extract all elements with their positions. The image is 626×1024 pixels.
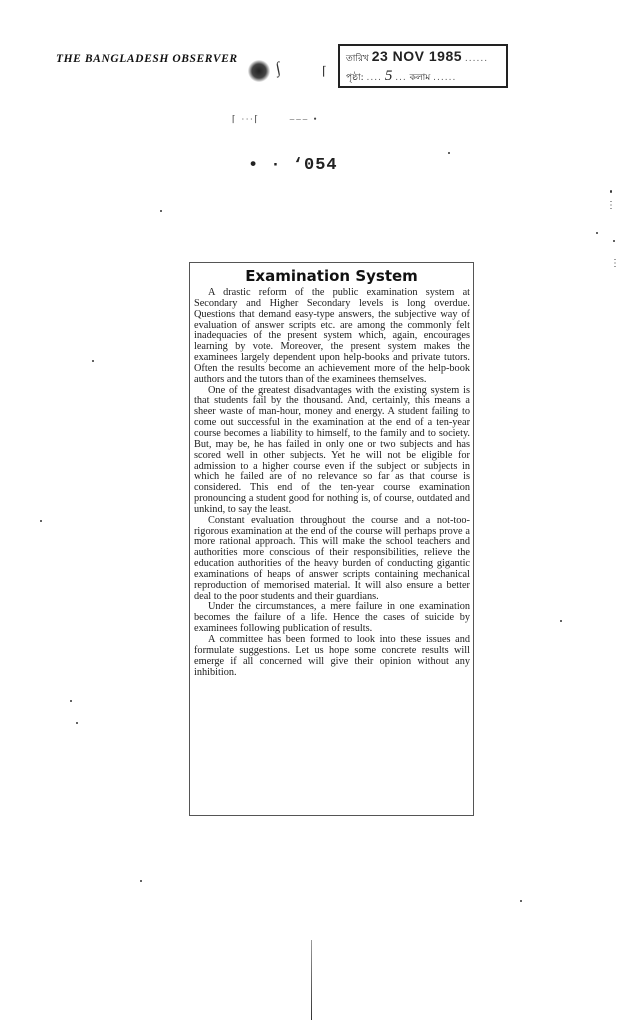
scan-speck (70, 700, 72, 702)
stamp-dotted-line: ...... (464, 54, 489, 64)
article-paragraph: A drastic reform of the public examination system at Secondary and Higher Secondary levels is long overdue. Questions that demand easy-type answers, the subjective way of evaluation of answer scripts etc. are among the commonly felt inadequacies of the present system which, again, encourages learning by vote. Moreover, the present system makes the examinees largely dependent upon help-books and private tutors. Often the results become an achievement more of the help-book authors and the tutors than of the examinees themselves. (194, 287, 470, 385)
scan-speck (610, 190, 612, 193)
ink-smudge-icon (248, 60, 270, 82)
stamp-dotted-line: ... (395, 73, 407, 83)
stamp-date-row (346, 48, 488, 66)
scan-speck (92, 360, 94, 362)
scan-speck (76, 722, 78, 724)
file-number-value: 054 (304, 156, 338, 175)
margin-dot-marks: ⋮ (610, 258, 620, 269)
stamp-page-value: 5 (384, 68, 393, 84)
scan-speck (520, 900, 522, 902)
stamp-date-value: 23 NOV 1985 (371, 48, 463, 64)
scan-speck (596, 232, 598, 234)
article-headline: Examination System (245, 267, 418, 285)
handwritten-mark-icon: ∫ (274, 59, 283, 78)
article-body (194, 288, 470, 678)
bracket-mark-icon: ⌈ (322, 64, 327, 78)
scan-speck (613, 240, 615, 242)
article-paragraph: Under the circumstances, a mere failure in one examination becomes the failure of a life. Hence the cases of suicide by examinees following publication of results. (194, 601, 470, 635)
faint-scribble-marks: ⌈ ∙∙∙⌈ ––– • (232, 114, 319, 124)
scan-speck (40, 520, 42, 522)
article-paragraph: Constant evaluation throughout the course and a not-too-rigorous examination at the end of the course will perhaps prove a more rational approach. This will make the school teachers and authorities more conscious of their responsibilities, relieve the education authorities of the heavy burden of conducting gigantic examinations of heaps of answer scripts containing mechanical reproduction of memorised material. It will also ensure a better deal to the poor students and their guardians. (194, 514, 470, 602)
scan-speck (448, 152, 450, 154)
stamp-page-label: পৃষ্ঠা: (346, 73, 364, 83)
scan-speck (560, 620, 562, 622)
newspaper-masthead: THE BANGLADESH OBSERVER (56, 53, 238, 65)
stamp-column-label: কলাম (409, 73, 431, 83)
archive-date-stamp (338, 44, 508, 88)
stamp-dotted-line: ...... (433, 73, 457, 83)
newspaper-clipping (189, 262, 474, 816)
stamp-date-label: তারিখ (346, 54, 369, 64)
article-paragraph: A committee has been formed to look into these issues and formulate suggestions. Let us hope some concrete results will emerge if all concerned will give their opinion without any inhibition. (194, 634, 470, 678)
stamp-dotted-line: .... (366, 73, 382, 83)
file-number-dots: • · ‘ (248, 156, 305, 175)
stamp-page-row (346, 68, 456, 85)
margin-dot-marks: ⋮ (606, 200, 616, 211)
file-number (248, 156, 338, 175)
page-fold-line (311, 940, 312, 1020)
scan-speck (160, 210, 162, 212)
article-paragraph: One of the greatest disadvantages with the existing system is that students fail by the thousand. And, certainly, this means a sheer waste of man-hour, money and energy. A student failing to come out successful in the examination at the end of a ten-year course becomes a liability to himself, to the family and to society. But, may be, he has failed in only one or two subjects and has scored well in other subjects. Yet he will not be eligible for admission to a higher course even if the subject or subjects in which he failed are of no relevance so far as that course is considered. This end of the ten-year course examination pronouncing a student good for nothing is, of course, outdated and unkind, to say the least. (194, 384, 470, 515)
scan-speck (140, 880, 142, 882)
